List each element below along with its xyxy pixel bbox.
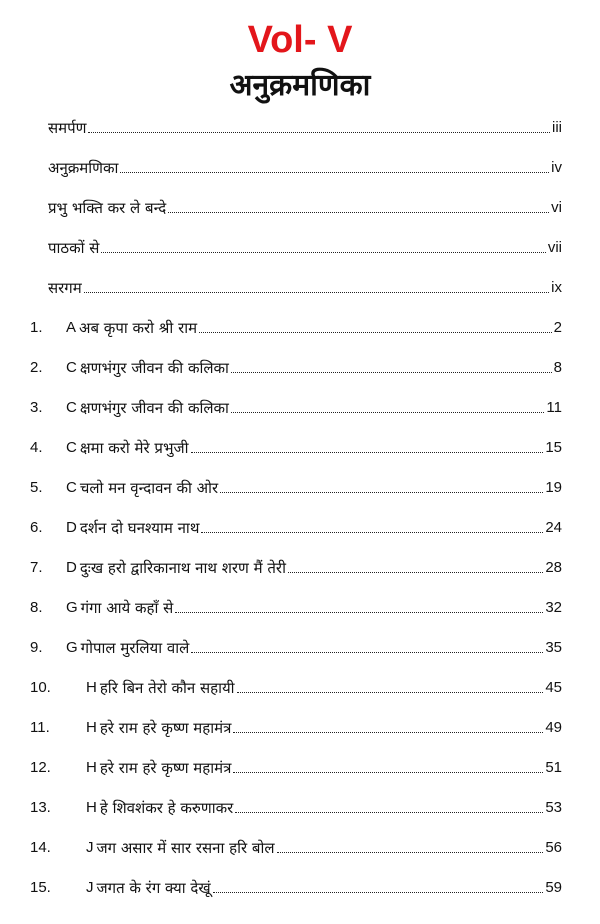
- toc-entry-title: समर्पण: [48, 119, 87, 137]
- toc-entry-letter: D: [66, 519, 77, 536]
- toc-page-number: 28: [545, 559, 562, 576]
- toc-entry[interactable]: [0, 634, 600, 658]
- toc-entry[interactable]: [0, 874, 600, 898]
- toc-entry-title: दुःख हरो द्वारिकानाथ नाथ शरण मैं तेरी: [79, 559, 286, 577]
- toc-page-number: iv: [551, 159, 562, 176]
- leader-dots: [191, 652, 543, 653]
- toc-page-number: 56: [545, 839, 562, 856]
- toc-entry-title: अब कृपा करो श्री राम: [79, 319, 198, 337]
- toc-entry-number: 15.: [30, 879, 51, 896]
- leader-dots: [233, 772, 543, 773]
- toc-page-number: 2: [553, 319, 562, 336]
- toc-page-number: 53: [545, 799, 562, 816]
- toc-entry-title: जग असार में सार रसना हरि बोल: [96, 839, 275, 857]
- toc-entry-number: 9.: [30, 639, 43, 656]
- leader-dots: [101, 252, 545, 253]
- toc-entry-letter: C: [66, 439, 77, 456]
- toc-entry-number: 3.: [30, 399, 43, 416]
- toc-entry[interactable]: [0, 314, 600, 338]
- toc-entry-number: 13.: [30, 799, 51, 816]
- leader-dots: [191, 452, 544, 453]
- toc-entry-letter: H: [86, 759, 97, 776]
- toc-front-matter-item[interactable]: [0, 154, 600, 178]
- toc-page-number: 49: [545, 719, 562, 736]
- toc-entry-letter: J: [86, 839, 94, 856]
- toc-page-number: vii: [547, 239, 562, 256]
- toc-entry-letter: G: [66, 599, 78, 616]
- toc-page-number: 51: [545, 759, 562, 776]
- leader-dots: [231, 372, 552, 373]
- toc-entry-title: हरे राम हरे कृष्ण महामंत्र: [99, 759, 232, 777]
- toc-entry-title: अनुक्रमणिका: [48, 159, 119, 177]
- toc-page-number: 15: [545, 439, 562, 456]
- leader-dots: [120, 172, 549, 173]
- toc-entry-number: 7.: [30, 559, 43, 576]
- leader-dots: [168, 212, 549, 213]
- toc-entry-title: जगत के रंग क्या देखूं: [96, 879, 211, 897]
- toc-page-number: ix: [551, 279, 562, 296]
- toc-entry-title: क्षणभंगुर जीवन की कलिका: [79, 399, 229, 417]
- volume-title: Vol- V: [247, 19, 353, 61]
- toc-page-number: 8: [553, 359, 562, 376]
- toc-entry[interactable]: [0, 794, 600, 818]
- toc-entry-number: 12.: [30, 759, 51, 776]
- toc-entry-letter: A: [66, 319, 77, 336]
- toc-page-number: 35: [545, 639, 562, 656]
- toc-entry[interactable]: [0, 674, 600, 698]
- toc-page-number: 32: [545, 599, 562, 616]
- toc-entry-letter: J: [86, 879, 94, 896]
- toc-entry-title: पाठकों से: [48, 239, 100, 257]
- toc-entry-title: क्षणभंगुर जीवन की कलिका: [79, 359, 229, 377]
- toc-entry-number: 6.: [30, 519, 43, 536]
- toc-page-number: 11: [546, 399, 562, 416]
- leader-dots: [288, 572, 543, 573]
- toc-entry-title: सरगम: [48, 279, 82, 297]
- toc-entry[interactable]: [0, 594, 600, 618]
- toc-page-number: 19: [545, 479, 562, 496]
- toc-entry[interactable]: [0, 434, 600, 458]
- leader-dots: [88, 132, 550, 133]
- toc-entry[interactable]: [0, 474, 600, 498]
- toc-front-matter-item[interactable]: [0, 114, 600, 138]
- toc-page-number: 59: [545, 879, 562, 896]
- toc-entry-letter: H: [86, 679, 97, 696]
- toc-entry-number: 5.: [30, 479, 43, 496]
- toc-entry[interactable]: [0, 354, 600, 378]
- leader-dots: [277, 852, 544, 853]
- toc-entry-letter: C: [66, 359, 77, 376]
- leader-dots: [175, 612, 543, 613]
- toc-entry-title: हरे राम हरे कृष्ण महामंत्र: [99, 719, 232, 737]
- toc-entry-title: प्रभु भक्ति कर ले बन्दे: [48, 199, 167, 217]
- toc-page-number: 24: [545, 519, 562, 536]
- toc-entry-title: हे शिवशंकर हे करुणाकर: [99, 799, 234, 817]
- toc-entry-number: 4.: [30, 439, 43, 456]
- leader-dots: [201, 532, 543, 533]
- toc-front-matter-item[interactable]: [0, 234, 600, 258]
- toc-entry-title: क्षमा करो मेरे प्रभुजी: [79, 439, 189, 457]
- toc-front-matter-item[interactable]: [0, 194, 600, 218]
- leader-dots: [233, 732, 543, 733]
- toc-entry[interactable]: [0, 714, 600, 738]
- toc-entry-number: 11.: [30, 719, 50, 736]
- toc-entry-letter: D: [66, 559, 77, 576]
- leader-dots: [237, 692, 544, 693]
- toc-entry-letter: C: [66, 479, 77, 496]
- leader-dots: [199, 332, 552, 333]
- leader-dots: [231, 412, 544, 413]
- toc-page-number: vi: [551, 199, 562, 216]
- leader-dots: [84, 292, 549, 293]
- toc-entry[interactable]: [0, 514, 600, 538]
- toc-page-number: iii: [552, 119, 562, 136]
- leader-dots: [220, 492, 543, 493]
- toc-entry-letter: H: [86, 799, 97, 816]
- toc-entry[interactable]: [0, 394, 600, 418]
- toc-entry-number: 10.: [30, 679, 51, 696]
- leader-dots: [235, 812, 543, 813]
- leader-dots: [213, 892, 544, 893]
- toc-entry-letter: G: [66, 639, 78, 656]
- toc-entry[interactable]: [0, 834, 600, 858]
- toc-entry[interactable]: [0, 754, 600, 778]
- toc-entry-number: 1.: [30, 319, 43, 336]
- toc-entry-title: चलो मन वृन्दावन की ओर: [79, 479, 219, 497]
- toc-entry-title: हरि बिन तेरो कौन सहायी: [99, 679, 235, 697]
- toc-entry-letter: H: [86, 719, 97, 736]
- toc-entry-title: गंगा आये कहाँ से: [80, 599, 174, 617]
- toc-entry-number: 8.: [30, 599, 43, 616]
- toc-entry-title: दर्शन दो घनश्याम नाथ: [79, 519, 200, 537]
- toc-front-matter-item[interactable]: [0, 274, 600, 298]
- toc-entry-number: 14.: [30, 839, 51, 856]
- toc-page-number: 45: [545, 679, 562, 696]
- toc-entry-number: 2.: [30, 359, 43, 376]
- index-heading: अनुक्रमणिका: [229, 68, 371, 103]
- toc-entry-title: गोपाल मुरलिया वाले: [80, 639, 190, 657]
- toc-entry-letter: C: [66, 399, 77, 416]
- toc-entry[interactable]: [0, 554, 600, 578]
